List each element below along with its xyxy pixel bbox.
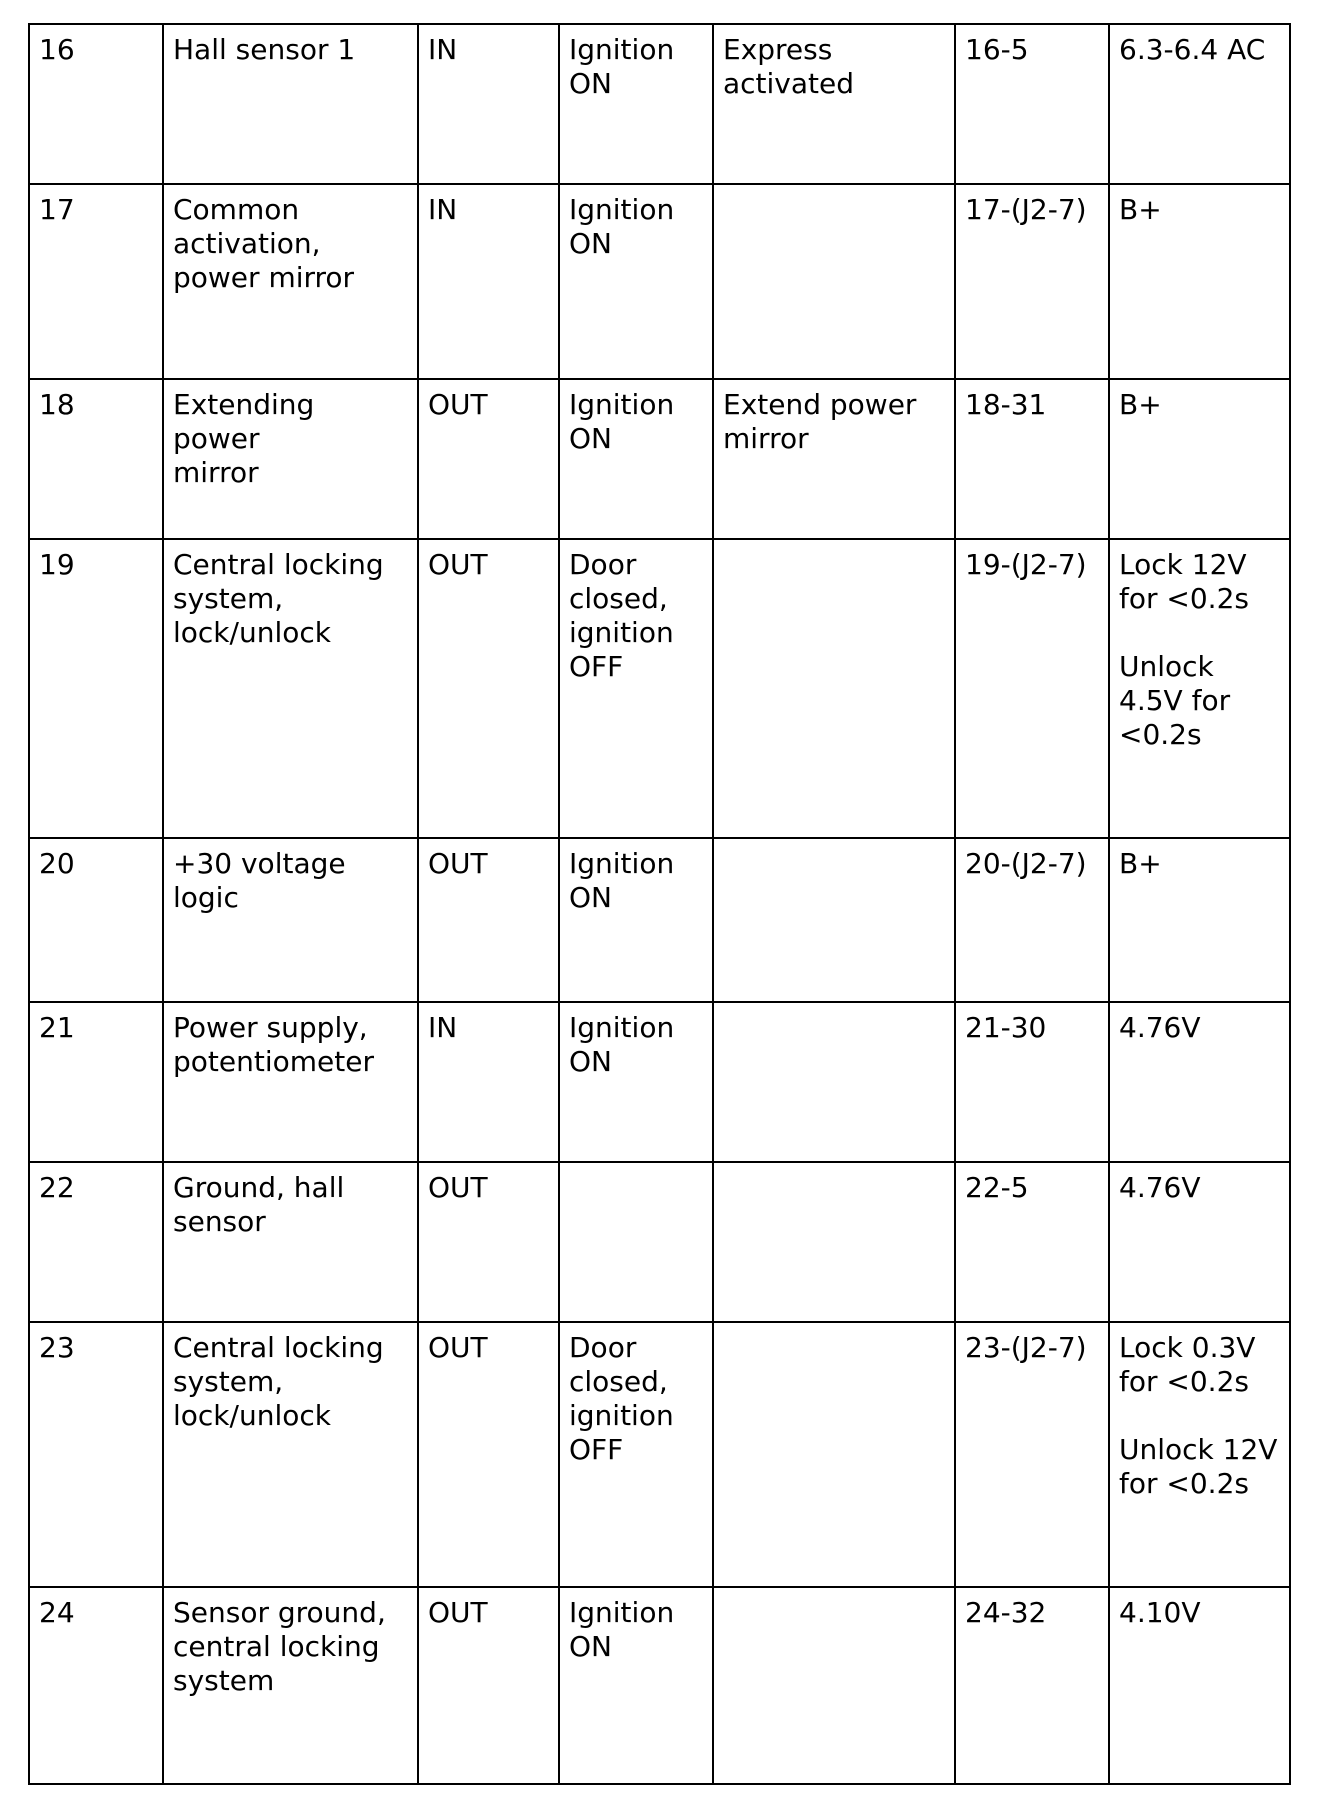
value-cell: Lock 0.3V for <0.2s Unlock 12V for <0.2s (1109, 1322, 1290, 1587)
value-cell: B+ (1109, 379, 1290, 539)
description-cell: +30 voltage logic (163, 838, 418, 1002)
pin-number-cell: 22 (29, 1162, 163, 1322)
action-cell (713, 838, 955, 1002)
action-cell (713, 1002, 955, 1162)
direction-cell: OUT (418, 379, 559, 539)
condition-cell: Door closed, ignition OFF (559, 1322, 713, 1587)
pin-number-cell: 17 (29, 184, 163, 379)
description-cell: Power supply, potentiometer (163, 1002, 418, 1162)
measure-cell: 23-(J2-7) (955, 1322, 1109, 1587)
condition-cell: Ignition ON (559, 379, 713, 539)
measure-cell: 24-32 (955, 1587, 1109, 1784)
direction-cell: IN (418, 1002, 559, 1162)
table-row (29, 184, 1290, 379)
condition-cell: Ignition ON (559, 838, 713, 1002)
description-cell: Central locking system, lock/unlock (163, 1322, 418, 1587)
description-cell: Common activation, power mirror (163, 184, 418, 379)
condition-cell: Ignition ON (559, 1002, 713, 1162)
pin-number-cell: 21 (29, 1002, 163, 1162)
action-cell (713, 1162, 955, 1322)
value-cell: 4.76V (1109, 1162, 1290, 1322)
direction-cell: IN (418, 184, 559, 379)
table-row (29, 838, 1290, 1002)
value-cell: 4.76V (1109, 1002, 1290, 1162)
description-cell: Central locking system, lock/unlock (163, 539, 418, 838)
value-cell: B+ (1109, 184, 1290, 379)
pin-number-cell: 24 (29, 1587, 163, 1784)
pin-number-cell: 19 (29, 539, 163, 838)
action-cell (713, 1322, 955, 1587)
action-cell (713, 1587, 955, 1784)
condition-cell: Ignition ON (559, 184, 713, 379)
measure-cell: 16-5 (955, 24, 1109, 184)
description-cell: Ground, hall sensor (163, 1162, 418, 1322)
pin-number-cell: 16 (29, 24, 163, 184)
value-cell: 4.10V (1109, 1587, 1290, 1784)
condition-cell: Ignition ON (559, 24, 713, 184)
value-cell: B+ (1109, 838, 1290, 1002)
table-row (29, 539, 1290, 838)
action-cell (713, 184, 955, 379)
description-cell: Hall sensor 1 (163, 24, 418, 184)
table-row (29, 1162, 1290, 1322)
action-cell: Extend power mirror (713, 379, 955, 539)
pin-number-cell: 18 (29, 379, 163, 539)
condition-cell: Ignition ON (559, 1587, 713, 1784)
direction-cell: OUT (418, 1322, 559, 1587)
pin-number-cell: 23 (29, 1322, 163, 1587)
pin-number-cell: 20 (29, 838, 163, 1002)
description-cell: Sensor ground, central locking system (163, 1587, 418, 1784)
direction-cell: IN (418, 24, 559, 184)
direction-cell: OUT (418, 1587, 559, 1784)
table-row (29, 1587, 1290, 1784)
measure-cell: 22-5 (955, 1162, 1109, 1322)
direction-cell: OUT (418, 1162, 559, 1322)
table-row (29, 1002, 1290, 1162)
value-cell: 6.3-6.4 AC (1109, 24, 1290, 184)
table-row (29, 379, 1290, 539)
measure-cell: 21-30 (955, 1002, 1109, 1162)
direction-cell: OUT (418, 539, 559, 838)
description-cell: Extending power mirror (163, 379, 418, 539)
table-row (29, 1322, 1290, 1587)
measure-cell: 19-(J2-7) (955, 539, 1109, 838)
action-cell: Express activated (713, 24, 955, 184)
measure-cell: 20-(J2-7) (955, 838, 1109, 1002)
table-row (29, 24, 1290, 184)
measure-cell: 17-(J2-7) (955, 184, 1109, 379)
condition-cell: Door closed, ignition OFF (559, 539, 713, 838)
value-cell: Lock 12V for <0.2s Unlock 4.5V for <0.2s (1109, 539, 1290, 838)
pin-table (28, 23, 1291, 1785)
condition-cell (559, 1162, 713, 1322)
measure-cell: 18-31 (955, 379, 1109, 539)
action-cell (713, 539, 955, 838)
direction-cell: OUT (418, 838, 559, 1002)
